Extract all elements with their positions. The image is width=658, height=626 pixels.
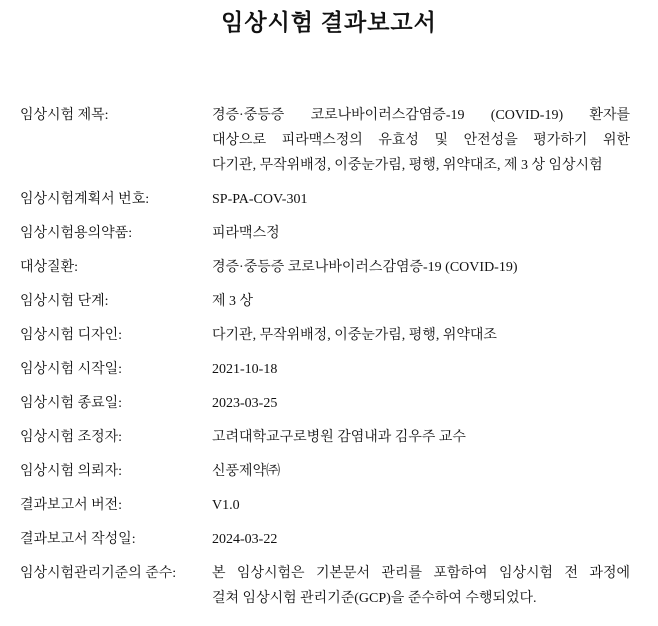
info-value [212,527,630,552]
info-value-line: SP-PA-COV-301 [212,192,308,207]
info-label: 임상시험 단계: [20,294,109,309]
info-row [20,561,630,611]
info-label: 임상시험 조정자: [20,430,123,445]
info-value-line: 2023-03-25 [212,396,278,411]
info-label: 결과보고서 버전: [20,498,123,513]
report-info-table [20,103,630,620]
info-value-line: 대상으로 피라맥스정의 유효성 및 안전성을 평가하기 위한 [212,133,630,148]
info-row [20,289,630,314]
info-label: 임상시험 제목: [20,108,109,123]
info-value [212,323,630,348]
info-label: 대상질환: [20,260,78,275]
info-value [212,425,630,450]
info-value-line: 피라맥스정 [212,226,280,241]
info-row [20,323,630,348]
info-row [20,493,630,518]
info-row [20,527,630,552]
info-value-line: 본 임상시험은 기본문서 관리를 포함하여 임상시험 전 과정에 [212,566,630,581]
info-label: 임상시험 시작일: [20,362,123,377]
info-row [20,425,630,450]
info-label: 임상시험 종료일: [20,396,123,411]
info-value [212,493,630,518]
info-row [20,187,630,212]
info-value-line: 2024-03-22 [212,532,278,547]
info-value [212,221,630,246]
info-value-line: 경증·중등증 코로나바이러스감염증-19 (COVID-19) 환자를 [212,108,630,123]
info-row [20,391,630,416]
info-value-line: 고려대학교구로병원 감염내과 김우주 교수 [212,430,466,445]
info-value-line: 신풍제약㈜ [212,464,281,479]
info-value-line: 제 3 상 [212,294,254,309]
info-label: 임상시험 의뢰자: [20,464,123,479]
info-value [212,459,630,484]
info-label: 임상시험관리기준의 준수: [20,566,177,581]
info-value [212,391,630,416]
info-label: 임상시험계획서 번호: [20,192,150,207]
document-title: 임상시험 결과보고서 [221,10,437,35]
info-value [212,103,630,178]
info-row [20,357,630,382]
info-row [20,255,630,280]
info-row [20,221,630,246]
info-row [20,459,630,484]
info-value-line: 걸쳐 임상시험 관리기준(GCP)을 준수하여 수행되었다. [212,591,537,606]
info-label: 임상시험 디자인: [20,328,123,343]
info-value [212,561,630,611]
info-row [20,103,630,178]
info-label: 임상시험용의약품: [20,226,133,241]
info-value-line: 다기관, 무작위배정, 이중눈가림, 평행, 위약대조 [212,328,497,343]
info-value-line: 다기관, 무작위배정, 이중눈가림, 평행, 위약대조, 제 3 상 임상시험 [212,158,603,173]
info-value [212,289,630,314]
info-value-line: 경증·중등증 코로나바이러스감염증-19 (COVID-19) [212,260,518,275]
info-value [212,357,630,382]
info-value [212,255,630,280]
info-label: 결과보고서 작성일: [20,532,136,547]
info-value [212,187,630,212]
info-value-line: 2021-10-18 [212,362,278,377]
info-value-line: V1.0 [212,498,240,513]
